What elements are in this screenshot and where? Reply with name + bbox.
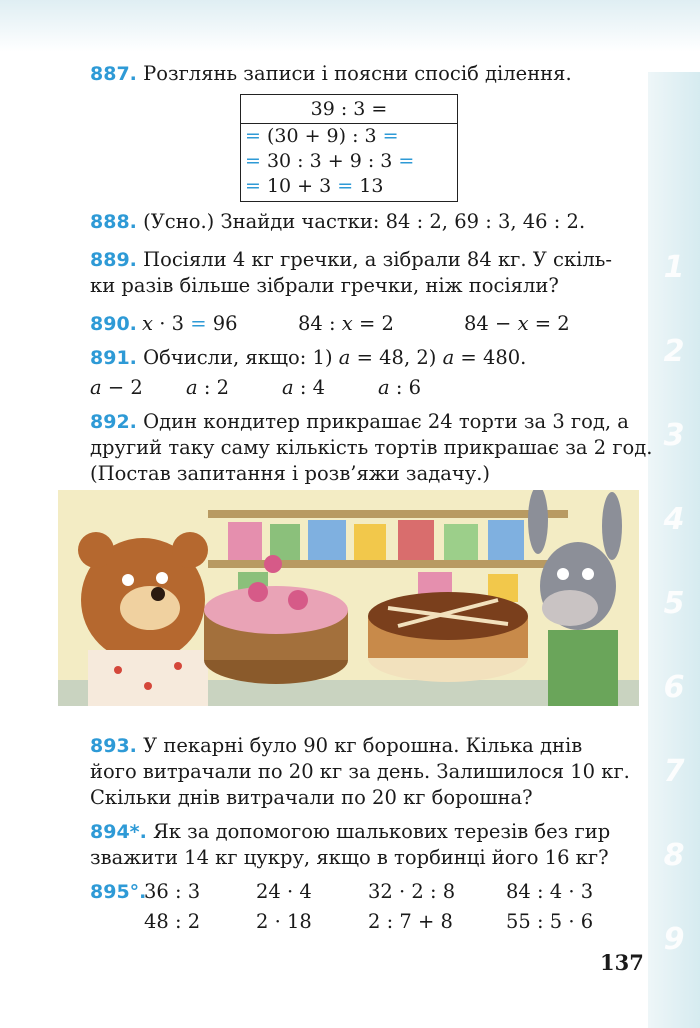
task-895 [90,878,146,906]
task-894-line2: зважити 14 кг цукру, якщо в торбинці його 16 кг? [90,846,609,869]
side-digit: 5 [663,586,685,621]
top-band [0,0,700,52]
task-number: 889. [90,249,137,271]
task-892-line3: (Постав запитання і розв’яжи задачу.) [90,462,490,485]
task-893 [90,732,582,760]
task-892-line2: другий таку саму кількість тортів прикрашає за 2 год. [90,436,653,459]
task-887 [90,60,572,88]
side-digit: 4 [663,502,685,537]
task-893-line2: його витрачали по 20 кг за день. Залишилося 10 кг. [90,760,630,783]
task-number: 890. [90,313,137,335]
example-row: = 30 : 3 + 9 : 3 = [245,150,415,172]
example-row: = (30 + 9) : 3 = [245,125,399,147]
task-894 [90,818,610,846]
expression: a : 2 [186,376,230,399]
task-889 [90,246,612,274]
expression: a : 6 [378,376,422,399]
page-number: 137 [600,950,644,975]
expression: 55 : 5 · 6 [506,910,594,933]
task-text: Як за допомогою шалькових терезів без гир [153,820,611,843]
side-digit: 1 [663,250,685,285]
task-891: 891. Обчисли, якщо: 1) a = 48, 2) a = 480. [90,346,527,369]
side-digit: 8 [663,838,685,873]
equation-3: 84 − x = 2 [464,312,570,335]
task-number: 892. [90,411,137,433]
bakery-illustration [58,490,639,706]
side-digit: 6 [663,670,685,705]
side-band [648,72,700,1028]
task-892 [90,408,629,436]
expression: 24 · 4 [256,880,312,903]
division-example-box [240,94,458,202]
side-digit: 3 [663,418,685,453]
expression: 2 : 7 + 8 [368,910,453,933]
task-text: Посіяли 4 кг гречки, а зібрали 84 кг. У скіль- [143,248,612,271]
task-number: 891. [90,347,137,369]
task-890 [90,310,137,338]
side-digit: 7 [663,754,685,789]
expression: 2 · 18 [256,910,312,933]
example-row: = 10 + 3 = 13 [245,175,384,197]
task-number: 895°. [90,881,147,903]
expression: 32 · 2 : 8 [368,880,456,903]
side-digit: 2 [663,334,685,369]
task-text: Один кондитер прикрашає 24 торти за 3 год, а [143,410,629,433]
task-text: (Усно.) Знайди частки: 84 : 2, 69 : 3, 46 : 2. [143,210,586,233]
task-889-line2: ки разів більше зібрали гречки, ніж посіяли? [90,274,559,297]
task-number: 887. [90,63,137,85]
example-head: 39 : 3 = [241,95,457,124]
task-888 [90,208,585,236]
task-893-line3: Скільки днів витрачали по 20 кг борошна? [90,786,533,809]
task-number: 893. [90,735,137,757]
task-text: Розглянь записи і поясни спосіб ділення. [143,62,572,85]
equation-2: 84 : x = 2 [298,312,394,335]
expression: 84 : 4 · 3 [506,880,594,903]
task-number: 894*. [90,821,147,843]
expression: 48 : 2 [144,910,201,933]
illustration-svg [58,490,639,706]
side-digit: 9 [663,922,685,957]
equation-1: x · 3 = 96 [142,312,238,335]
task-number: 888. [90,211,137,233]
expression: a : 4 [282,376,326,399]
expression: a − 2 [90,376,143,399]
task-text: У пекарні було 90 кг борошна. Кілька днів [143,734,583,757]
expression: 36 : 3 [144,880,201,903]
